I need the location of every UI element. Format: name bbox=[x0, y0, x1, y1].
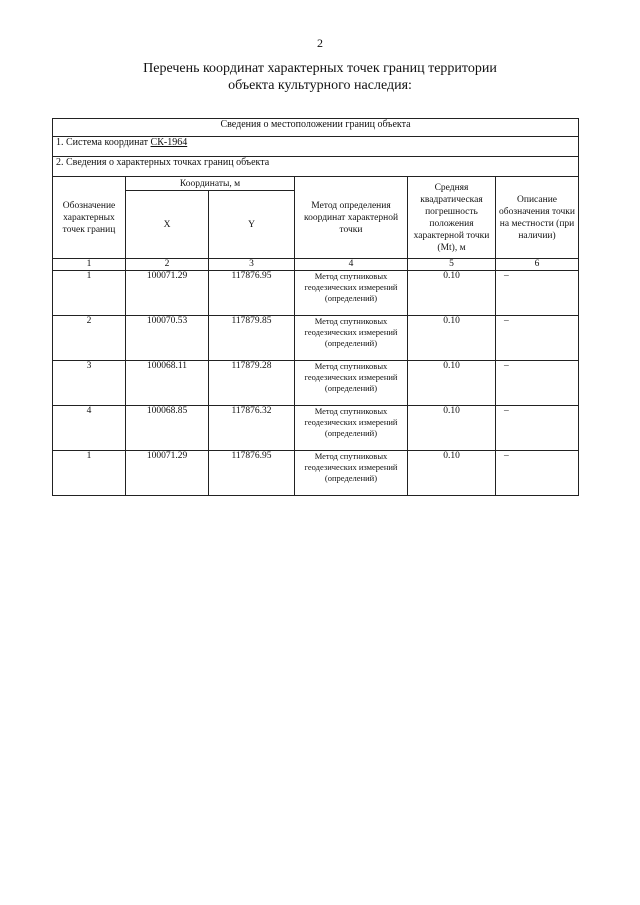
point-id: 1 bbox=[53, 451, 126, 496]
column-number: 5 bbox=[408, 259, 496, 271]
point-id: 3 bbox=[53, 361, 126, 406]
coordinates-table bbox=[52, 118, 579, 496]
col-header-x: X bbox=[126, 191, 209, 259]
point-id: 4 bbox=[53, 406, 126, 451]
y-coordinate: 117879.28 bbox=[209, 361, 295, 406]
table-row bbox=[53, 271, 579, 316]
method-cell: Метод спутниковых геодезических измерений (определений) bbox=[295, 406, 408, 451]
error-value: 0.10 bbox=[408, 271, 496, 316]
points-header: 2. Сведения о характерных точках границ объекта bbox=[53, 157, 579, 177]
coordinate-system-name: СК-1964 bbox=[150, 137, 188, 148]
error-value: 0.10 bbox=[408, 451, 496, 496]
document-title bbox=[0, 60, 640, 94]
column-numbers-row bbox=[53, 259, 579, 271]
x-coordinate: 100070.53 bbox=[126, 316, 209, 361]
coordinate-system-prefix: 1. Система координат bbox=[56, 137, 151, 148]
column-number: 4 bbox=[295, 259, 408, 271]
column-number: 3 bbox=[209, 259, 295, 271]
table-row bbox=[53, 316, 579, 361]
y-coordinate: 117876.95 bbox=[209, 451, 295, 496]
coordinate-system-row bbox=[53, 137, 579, 157]
description-cell: – bbox=[496, 406, 579, 451]
col-header-y: Y bbox=[209, 191, 295, 259]
x-coordinate: 100068.85 bbox=[126, 406, 209, 451]
y-coordinate: 117879.85 bbox=[209, 316, 295, 361]
method-cell: Метод спутниковых геодезических измерений (определений) bbox=[295, 316, 408, 361]
point-id: 2 bbox=[53, 316, 126, 361]
description-cell: – bbox=[496, 316, 579, 361]
column-number: 6 bbox=[496, 259, 579, 271]
description-cell: – bbox=[496, 361, 579, 406]
column-number: 1 bbox=[53, 259, 126, 271]
table-row bbox=[53, 451, 579, 496]
section-header: Сведения о местоположении границ объекта bbox=[53, 119, 579, 137]
x-coordinate: 100071.29 bbox=[126, 451, 209, 496]
table-row bbox=[53, 361, 579, 406]
col-header-method: Метод определения координат характерной точки bbox=[295, 177, 408, 259]
y-coordinate: 117876.95 bbox=[209, 271, 295, 316]
column-number: 2 bbox=[126, 259, 209, 271]
error-value: 0.10 bbox=[408, 406, 496, 451]
title-line-2: объекта культурного наследия: bbox=[228, 78, 412, 93]
title-line-1: Перечень координат характерных точек границ территории bbox=[143, 61, 497, 76]
page-number: 2 bbox=[317, 36, 323, 50]
x-coordinate: 100071.29 bbox=[126, 271, 209, 316]
col-header-error: Средняя квадратическая погрешность положения характерной точки (Mt), м bbox=[408, 177, 496, 259]
y-coordinate: 117876.32 bbox=[209, 406, 295, 451]
error-value: 0.10 bbox=[408, 361, 496, 406]
method-cell: Метод спутниковых геодезических измерений (определений) bbox=[295, 451, 408, 496]
x-coordinate: 100068.11 bbox=[126, 361, 209, 406]
method-cell: Метод спутниковых геодезических измерений (определений) bbox=[295, 271, 408, 316]
table-row bbox=[53, 406, 579, 451]
col-header-coordinates: Координаты, м bbox=[126, 177, 295, 191]
description-cell: – bbox=[496, 271, 579, 316]
col-header-description: Описание обозначения точки на местности (при наличии) bbox=[496, 177, 579, 259]
point-id: 1 bbox=[53, 271, 126, 316]
description-cell: – bbox=[496, 451, 579, 496]
method-cell: Метод спутниковых геодезических измерений (определений) bbox=[295, 361, 408, 406]
error-value: 0.10 bbox=[408, 316, 496, 361]
col-header-designation: Обозначение характерных точек границ bbox=[53, 177, 126, 259]
